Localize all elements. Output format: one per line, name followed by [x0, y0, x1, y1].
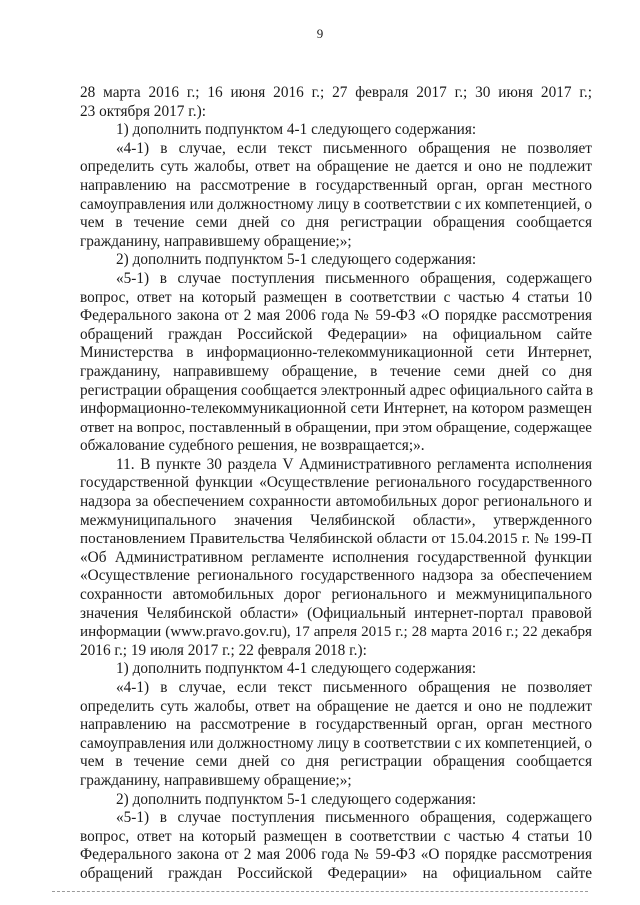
- page-number: 9: [316, 26, 324, 41]
- text-line: 1) дополнить подпунктом 4-1 следующего содержания:: [116, 121, 477, 139]
- document-body: [80, 84, 592, 884]
- text-line: «Осуществление регионального государственного надзора за обеспечением: [80, 567, 592, 585]
- text-line: определить суть жалобы, ответ на обращение не дается и оно не подлежит: [80, 697, 592, 715]
- text-line: Министерства в информационно-телекоммуникационной сети Интернет,: [80, 344, 592, 362]
- text-line: самоуправления или должностному лицу в соответствии с их компетенцией, о: [80, 195, 592, 213]
- text-line: «Об Административном регламенте исполнения государственной функции: [80, 548, 592, 566]
- text-line: направлению на рассмотрение в государственный орган, орган местного: [80, 716, 592, 734]
- text-line: информационно-телекоммуникационной сети Интернет, на котором размещен: [80, 400, 592, 418]
- text-line: вопрос, ответ на который размещен в соответствии с частью 4 статьи 10: [80, 288, 592, 306]
- text-line: направлению на рассмотрение в государственный орган, орган местного: [80, 176, 592, 194]
- text-line: сохранности автомобильных дорог регионального и межмуниципального: [80, 586, 592, 604]
- text-line: чем в течение семи дней со дня регистрации обращения сообщается: [80, 753, 592, 771]
- text-line: обжалование судебного решения, не возвращается;».: [80, 437, 425, 455]
- text-line: 2) дополнить подпунктом 5-1 следующего содержания:: [116, 790, 477, 808]
- text-line: постановлением Правительства Челябинской области от 15.04.2015 г. № 199-П: [80, 531, 592, 548]
- text-line: самоуправления или должностному лицу в соответствии с их компетенцией, о: [80, 734, 592, 752]
- text-line: «5-1) в случае поступления письменного обращения, содержащего: [116, 809, 592, 827]
- text-line: определить суть жалобы, ответ на обращение не дается и оно не подлежит: [80, 158, 592, 176]
- text-line: чем в течение семи дней со дня регистрации обращения сообщается: [80, 214, 592, 232]
- text-line: обращений граждан Российской Федерации» на официальном сайте: [80, 325, 592, 343]
- text-line: гражданину, направившему обращение, в течение семи дней со дня: [80, 362, 592, 380]
- text-line: Федерального закона от 2 мая 2006 года № 59-ФЗ «О порядке рассмотрения: [80, 846, 592, 864]
- text-line: ответ на вопрос, поставленный в обращении, при этом обращение, содержащее: [80, 419, 592, 436]
- text-line: Федерального закона от 2 мая 2006 года № 59-ФЗ «О порядке рассмотрения: [80, 307, 592, 325]
- text-line: «4-1) в случае, если текст письменного обращения не позволяет: [116, 139, 592, 157]
- text-line: 23 октября 2017 г.):: [80, 102, 206, 120]
- text-line: 1) дополнить подпунктом 4-1 следующего содержания:: [116, 660, 477, 678]
- text-line: «5-1) в случае поступления письменного обращения, содержащего: [116, 269, 592, 287]
- text-line: 28 марта 2016 г.; 16 июня 2016 г.; 27 февраля 2017 г.; 30 июня 2017 г.;: [80, 84, 592, 101]
- text-line: регистрации обращения сообщается электронный адрес официального сайта в: [80, 381, 594, 399]
- text-line: информации (www.pravo.gov.ru), 17 апреля 2015 г.; 28 марта 2016 г.; 22 декабря: [80, 624, 592, 641]
- text-line: значения Челябинской области» (Официальный интернет-портал правовой: [80, 604, 592, 622]
- text-line: 2) дополнить подпунктом 5-1 следующего содержания:: [116, 251, 477, 269]
- text-line: межмуниципального значения Челябинской области», утвержденного: [80, 511, 592, 529]
- text-line: гражданину, направившему обращение;»;: [80, 232, 352, 250]
- text-line: обращений граждан Российской Федерации» на официальном сайте: [80, 864, 592, 882]
- bottom-divider: [52, 891, 588, 892]
- text-line: 2016 г.; 19 июля 2017 г.; 22 февраля 2018 г.):: [80, 641, 367, 659]
- text-line: надзора за обеспечением сохранности автомобильных дорог регионального и: [80, 493, 592, 511]
- text-line: вопрос, ответ на который размещен в соответствии с частью 4 статьи 10: [80, 827, 592, 845]
- text-line: гражданину, направившему обращение;»;: [80, 771, 352, 789]
- text-line: государственной функции «Осуществление регионального государственного: [80, 474, 592, 492]
- text-line: 11. В пункте 30 раздела V Административного регламента исполнения: [116, 455, 592, 473]
- text-line: «4-1) в случае, если текст письменного обращения не позволяет: [116, 679, 592, 696]
